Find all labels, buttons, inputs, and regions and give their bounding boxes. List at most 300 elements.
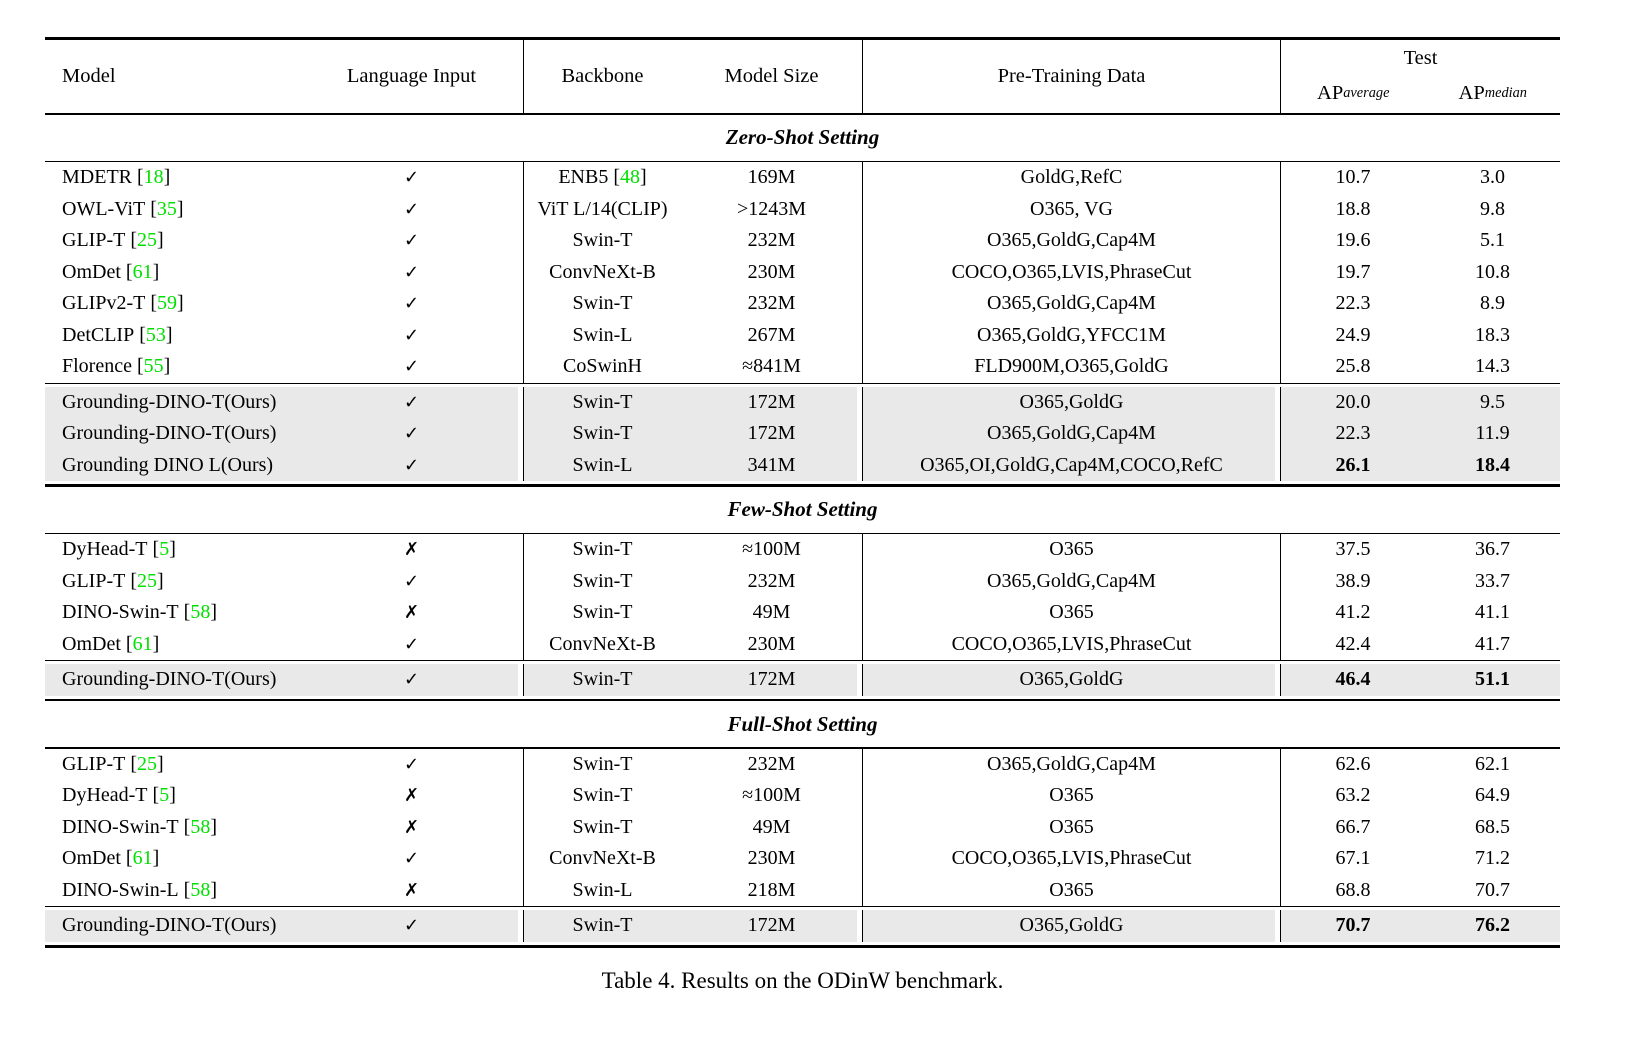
model-cell <box>45 288 300 320</box>
model-size-cell-text: 218M <box>747 878 796 901</box>
pre-highlight-rule <box>45 906 1560 907</box>
table-row <box>45 534 1560 566</box>
ap-median-cell <box>1425 257 1560 289</box>
model-cell-text: DINO-Swin-T <box>62 601 179 624</box>
model-cell-text: DyHead-T <box>62 538 148 561</box>
highlighted-rows-block <box>45 910 1560 942</box>
model-cell-text: Grounding-DINO-T(Ours) <box>62 422 277 445</box>
ap-average-cell-text: 38.9 <box>1335 569 1371 592</box>
check-mark-icon: ✓ <box>403 753 420 775</box>
pretraining-data-cell <box>862 418 1280 450</box>
ap-median-cell <box>1425 534 1560 566</box>
citation-bracket: ] <box>176 197 184 220</box>
model-size-cell <box>681 194 862 226</box>
model-size-cell-text: 172M <box>747 390 796 413</box>
backbone-cell <box>523 351 681 383</box>
column-header-model-size-label: Model Size <box>724 65 819 87</box>
ap-median-cell-text: 10.8 <box>1475 260 1510 283</box>
ap-average-cell <box>1280 629 1425 661</box>
ap-average-cell <box>1280 875 1425 907</box>
backbone-cell <box>523 418 681 450</box>
backbone-cell-text: Swin-T <box>572 538 633 561</box>
model-size-cell <box>681 875 862 907</box>
ap-average-cell <box>1280 749 1425 781</box>
check-mark-icon: ✓ <box>403 293 420 315</box>
backbone-cell <box>523 257 681 289</box>
backbone-cell-text: Swin-T <box>572 422 633 445</box>
backbone-cell <box>523 629 681 661</box>
model-size-cell <box>681 418 862 450</box>
ap-median-cell-text: 18.4 <box>1475 453 1510 476</box>
citation-bracket: ] <box>157 229 164 252</box>
cross-mark-icon: ✗ <box>403 816 420 838</box>
pre-highlight-rule <box>45 383 1560 384</box>
citation-ref: 48 <box>620 166 640 189</box>
check-mark-icon: ✓ <box>403 848 420 870</box>
ap-median-cell-text: 68.5 <box>1475 815 1510 838</box>
citation-bracket: [ <box>134 323 146 346</box>
ap-average-base: AP <box>1317 81 1344 104</box>
check-mark-icon: ✓ <box>403 570 420 592</box>
test-group-label: Test <box>1403 47 1438 69</box>
model-cell-text: GLIP-T <box>62 569 126 592</box>
citation-bracket: ] <box>169 538 176 561</box>
pretraining-data-cell-text: COCO,O365,LVIS,PhraseCut <box>951 632 1192 655</box>
backbone-cell <box>523 320 681 352</box>
table-row <box>45 194 1560 226</box>
citation-bracket: [ <box>120 260 133 283</box>
check-mark-icon: ✓ <box>403 261 420 283</box>
model-cell <box>45 597 300 629</box>
citation-bracket: [ <box>131 355 144 378</box>
cross-mark-icon: ✗ <box>403 785 420 807</box>
pretraining-data-cell-text: O365 <box>1049 601 1094 624</box>
backbone-cell-text: ConvNeXt-B <box>549 632 656 655</box>
language-input-cell <box>300 910 523 942</box>
model-cell <box>45 320 300 352</box>
model-size-cell <box>681 351 862 383</box>
model-size-cell <box>681 910 862 942</box>
language-input-cell <box>300 566 523 598</box>
ap-average-cell <box>1280 566 1425 598</box>
ap-median-cell-text: 11.9 <box>1475 422 1510 445</box>
model-size-cell-text: 267M <box>747 323 796 346</box>
ap-average-cell <box>1280 450 1425 482</box>
pretraining-data-cell-text: O365,GoldG,Cap4M <box>987 229 1156 252</box>
model-size-cell-text: ≈100M <box>742 538 801 561</box>
pretraining-data-cell <box>862 597 1280 629</box>
citation-bracket: [ <box>147 784 160 807</box>
citation-bracket: ] <box>152 260 160 283</box>
check-mark-icon: ✓ <box>403 198 420 220</box>
language-input-cell <box>300 664 523 696</box>
ap-average-cell <box>1280 910 1425 942</box>
ap-average-cell-text: 20.0 <box>1335 390 1371 413</box>
pretraining-data-cell-text: O365,GoldG,YFCC1M <box>977 323 1166 346</box>
backbone-cell-text: ENB5 <box>558 166 609 189</box>
table-row <box>45 387 1560 419</box>
section-title-text: Full-Shot Setting <box>727 711 878 736</box>
check-mark-icon: ✓ <box>403 391 420 413</box>
backbone-cell-text: CoSwinH <box>563 355 642 378</box>
table-row <box>45 812 1560 844</box>
ap-median-cell <box>1425 450 1560 482</box>
model-cell <box>45 664 300 696</box>
model-size-cell-text: 49M <box>752 815 791 838</box>
column-header-language-input <box>300 40 523 113</box>
model-size-cell-text: 172M <box>747 668 796 691</box>
pretraining-data-cell-text: O365 <box>1049 538 1094 561</box>
pretraining-data-cell <box>862 387 1280 419</box>
column-header-ap-average <box>1281 75 1425 111</box>
citation-bracket: ] <box>152 632 160 655</box>
language-input-cell <box>300 351 523 383</box>
backbone-cell-text: Swin-T <box>572 292 633 315</box>
citation-bracket: ] <box>169 784 176 807</box>
ap-median-cell-text: 5.1 <box>1480 229 1505 252</box>
pretraining-data-cell-text: O365,GoldG,Cap4M <box>987 422 1156 445</box>
pretraining-data-cell <box>862 288 1280 320</box>
model-size-cell <box>681 534 862 566</box>
table-caption: Table 4. Results on the ODinW benchmark. <box>601 967 1004 993</box>
model-size-cell <box>681 257 862 289</box>
check-mark-icon: ✓ <box>403 915 420 937</box>
ap-median-cell <box>1425 320 1560 352</box>
model-cell <box>45 629 300 661</box>
backbone-cell-text: ConvNeXt-B <box>549 260 656 283</box>
pretraining-data-cell-text: O365, VG <box>1030 197 1113 220</box>
citation-bracket: [ <box>125 569 137 592</box>
citation-ref: 25 <box>137 752 157 775</box>
ap-median-cell <box>1425 225 1560 257</box>
model-size-cell-text: 232M <box>747 229 796 252</box>
section-title-text: Few-Shot Setting <box>727 497 878 521</box>
table-row <box>45 566 1560 598</box>
model-cell-text: Grounding DINO L(Ours) <box>62 453 274 476</box>
check-mark-icon: ✓ <box>403 423 420 445</box>
table-row <box>45 288 1560 320</box>
citation-bracket: [ <box>145 197 157 220</box>
ap-average-cell <box>1280 194 1425 226</box>
citation-bracket: ] <box>163 166 171 189</box>
pretraining-data-cell <box>862 664 1280 696</box>
backbone-cell <box>523 450 681 482</box>
citation-bracket: ] <box>210 815 217 838</box>
model-size-cell-text: ≈841M <box>742 355 801 378</box>
ap-median-cell <box>1425 566 1560 598</box>
model-cell-text: OmDet <box>62 847 121 870</box>
pretraining-data-cell <box>862 566 1280 598</box>
table-body <box>45 115 1560 948</box>
ap-median-cell-text: 18.3 <box>1475 323 1510 346</box>
backbone-cell-text: Swin-L <box>572 323 633 346</box>
backbone-cell <box>523 566 681 598</box>
model-size-cell <box>681 597 862 629</box>
ap-average-cell <box>1280 225 1425 257</box>
backbone-cell <box>523 875 681 907</box>
model-size-cell-text: 172M <box>747 914 796 937</box>
backbone-cell <box>523 225 681 257</box>
citation-ref: 53 <box>145 323 166 346</box>
cross-mark-icon: ✗ <box>403 602 420 624</box>
citation-bracket: [ <box>125 752 137 775</box>
pretraining-data-cell <box>862 910 1280 942</box>
ap-median-cell-text: 76.2 <box>1475 914 1510 937</box>
pre-highlight-rule <box>45 660 1560 661</box>
ap-average-cell <box>1280 780 1425 812</box>
citation-bracket: ] <box>210 601 217 624</box>
column-header-pretraining-data-label: Pre-Training Data <box>997 65 1146 87</box>
citation-ref: 35 <box>156 197 177 220</box>
model-size-cell-text: 230M <box>747 847 796 870</box>
ap-average-cell <box>1280 597 1425 629</box>
pretraining-data-cell <box>862 320 1280 352</box>
language-input-cell <box>300 780 523 812</box>
language-input-cell <box>300 450 523 482</box>
model-size-cell <box>681 162 862 194</box>
model-size-cell-text: 341M <box>747 453 796 476</box>
ap-average-cell-text: 63.2 <box>1335 784 1371 807</box>
model-size-cell <box>681 812 862 844</box>
pretraining-data-cell <box>862 534 1280 566</box>
check-mark-icon: ✓ <box>403 167 420 189</box>
model-cell <box>45 450 300 482</box>
table-row <box>45 749 1560 781</box>
pretraining-data-cell-text: GoldG,RefC <box>1020 166 1123 189</box>
language-input-cell <box>300 534 523 566</box>
bottom-rule <box>45 945 1560 948</box>
table-row <box>45 875 1560 907</box>
pretraining-data-cell <box>862 194 1280 226</box>
ap-median-cell-text: 51.1 <box>1475 668 1510 691</box>
check-mark-icon: ✓ <box>403 633 420 655</box>
ap-median-subscript: median <box>1484 84 1527 101</box>
backbone-cell-text: Swin-T <box>572 390 633 413</box>
ap-median-cell-text: 3.0 <box>1480 166 1505 189</box>
pretraining-data-cell <box>862 351 1280 383</box>
model-size-cell <box>681 387 862 419</box>
model-size-cell <box>681 320 862 352</box>
model-cell-text: MDETR <box>62 166 132 189</box>
language-input-cell <box>300 812 523 844</box>
model-size-cell-text: 232M <box>747 752 796 775</box>
citation-bracket: ] <box>163 355 171 378</box>
ap-median-cell-text: 64.9 <box>1475 784 1510 807</box>
section-title-text: Zero-Shot Setting <box>725 125 880 149</box>
section-title <box>45 701 1560 747</box>
backbone-cell-text: ViT L/14(CLIP) <box>537 197 668 220</box>
model-size-cell-text: 172M <box>747 422 796 445</box>
ap-median-cell <box>1425 629 1560 661</box>
backbone-cell <box>523 387 681 419</box>
backbone-cell <box>523 664 681 696</box>
language-input-cell <box>300 629 523 661</box>
model-cell-text: GLIP-T <box>62 229 126 252</box>
ap-median-cell <box>1425 597 1560 629</box>
backbone-cell <box>523 162 681 194</box>
ap-average-cell <box>1280 418 1425 450</box>
pretraining-data-cell <box>862 225 1280 257</box>
backbone-cell <box>523 534 681 566</box>
check-mark-icon: ✓ <box>403 356 420 378</box>
table-row <box>45 320 1560 352</box>
ap-average-cell-text: 68.8 <box>1335 878 1371 901</box>
ap-median-cell <box>1425 910 1560 942</box>
language-input-cell <box>300 418 523 450</box>
citation-ref: 25 <box>137 569 157 592</box>
citation-ref: 5 <box>159 784 170 807</box>
ap-median-cell <box>1425 194 1560 226</box>
model-size-cell-text: >1243M <box>736 197 807 220</box>
ap-average-cell-text: 62.6 <box>1335 752 1371 775</box>
pretraining-data-cell <box>862 843 1280 875</box>
ap-average-cell-text: 42.4 <box>1335 632 1371 655</box>
backbone-cell-text: Swin-T <box>572 815 633 838</box>
pretraining-data-cell <box>862 812 1280 844</box>
check-mark-icon: ✓ <box>403 230 420 252</box>
ap-median-cell <box>1425 162 1560 194</box>
model-cell <box>45 749 300 781</box>
table-row <box>45 597 1560 629</box>
ap-median-cell-text: 71.2 <box>1475 847 1510 870</box>
ap-average-cell-text: 22.3 <box>1335 422 1371 445</box>
check-mark-icon: ✓ <box>403 669 420 691</box>
citation-ref: 58 <box>190 601 211 624</box>
model-cell <box>45 257 300 289</box>
citation-bracket: ] <box>165 323 173 346</box>
backbone-cell-text: Swin-T <box>572 229 633 252</box>
model-cell <box>45 875 300 907</box>
model-cell <box>45 843 300 875</box>
table-row <box>45 450 1560 482</box>
ap-average-subscript: average <box>1343 84 1390 101</box>
ap-average-cell <box>1280 534 1425 566</box>
model-cell <box>45 387 300 419</box>
pretraining-data-cell-text: COCO,O365,LVIS,PhraseCut <box>951 260 1192 283</box>
ap-median-cell-text: 41.1 <box>1475 601 1510 624</box>
pretraining-data-cell <box>862 780 1280 812</box>
highlighted-rows-block <box>45 387 1560 482</box>
model-cell-text: OmDet <box>62 260 121 283</box>
section-title <box>45 115 1560 161</box>
backbone-cell <box>523 843 681 875</box>
pretraining-data-cell <box>862 749 1280 781</box>
language-input-cell <box>300 387 523 419</box>
citation-bracket: [ <box>178 601 191 624</box>
table-row <box>45 664 1560 696</box>
pretraining-data-cell-text: O365,GoldG <box>1019 390 1124 413</box>
ap-median-cell <box>1425 387 1560 419</box>
language-input-cell <box>300 320 523 352</box>
table-header <box>45 40 1560 113</box>
citation-ref: 18 <box>143 166 164 189</box>
backbone-cell <box>523 194 681 226</box>
column-header-backbone <box>523 40 681 113</box>
citation-bracket: [ <box>608 166 620 189</box>
citation-bracket: [ <box>178 878 191 901</box>
model-cell-text: Grounding-DINO-T(Ours) <box>62 668 277 691</box>
backbone-cell-text: ConvNeXt-B <box>549 847 656 870</box>
backbone-cell-text: Swin-T <box>572 752 633 775</box>
pretraining-data-cell-text: COCO,O365,LVIS,PhraseCut <box>951 847 1192 870</box>
ap-median-cell <box>1425 843 1560 875</box>
backbone-cell-text: Swin-T <box>572 601 633 624</box>
model-cell-text: DetCLIP <box>62 323 135 346</box>
model-cell-text: OmDet <box>62 632 121 655</box>
backbone-cell <box>523 288 681 320</box>
language-input-cell <box>300 288 523 320</box>
ap-average-cell-text: 46.4 <box>1335 668 1371 691</box>
table-row <box>45 629 1560 661</box>
citation-ref: 25 <box>137 229 157 252</box>
ap-average-cell-text: 25.8 <box>1335 355 1371 378</box>
model-size-cell <box>681 664 862 696</box>
ap-average-cell-text: 22.3 <box>1335 292 1371 315</box>
ap-average-cell-text: 24.9 <box>1335 323 1371 346</box>
backbone-cell-text: Swin-T <box>572 914 633 937</box>
ap-median-cell-text: 62.1 <box>1475 752 1510 775</box>
column-header-model-size <box>681 40 862 113</box>
ap-average-cell-text: 19.6 <box>1335 229 1371 252</box>
column-header-model-label: Model <box>62 65 116 87</box>
table-row <box>45 257 1560 289</box>
citation-bracket: ] <box>640 166 647 189</box>
column-header-pretraining-data <box>862 40 1280 113</box>
citation-bracket: [ <box>147 538 160 561</box>
backbone-cell <box>523 910 681 942</box>
citation-bracket: [ <box>145 292 157 315</box>
citation-bracket: ] <box>210 878 217 901</box>
citation-bracket: [ <box>120 632 133 655</box>
column-header-backbone-label: Backbone <box>561 65 644 87</box>
language-input-cell <box>300 875 523 907</box>
ap-median-cell-text: 33.7 <box>1475 569 1510 592</box>
ap-median-cell-text: 9.5 <box>1480 390 1505 413</box>
pretraining-data-cell <box>862 629 1280 661</box>
pretraining-data-cell-text: O365,GoldG,Cap4M <box>987 292 1156 315</box>
language-input-cell <box>300 162 523 194</box>
model-cell <box>45 418 300 450</box>
ap-median-cell-text: 14.3 <box>1475 355 1510 378</box>
citation-bracket: [ <box>132 166 144 189</box>
citation-bracket: [ <box>178 815 191 838</box>
ap-median-cell <box>1425 749 1560 781</box>
model-size-cell <box>681 450 862 482</box>
ap-median-cell-text: 41.7 <box>1475 632 1510 655</box>
highlighted-rows-block <box>45 664 1560 696</box>
table-row <box>45 843 1560 875</box>
language-input-cell <box>300 194 523 226</box>
model-cell-text: GLIPv2-T <box>62 292 146 315</box>
language-input-cell <box>300 597 523 629</box>
model-size-cell-text: 169M <box>747 166 796 189</box>
model-cell-text: OWL-ViT <box>62 197 146 220</box>
model-cell <box>45 910 300 942</box>
ap-median-cell-text: 70.7 <box>1475 878 1510 901</box>
citation-ref: 59 <box>157 292 177 315</box>
ap-median-cell <box>1425 780 1560 812</box>
ap-average-cell <box>1280 320 1425 352</box>
table-row <box>45 162 1560 194</box>
table-row <box>45 780 1560 812</box>
backbone-cell-text: Swin-T <box>572 569 633 592</box>
section-title <box>45 487 1560 533</box>
pretraining-data-cell <box>862 162 1280 194</box>
model-cell <box>45 780 300 812</box>
citation-bracket: [ <box>120 847 133 870</box>
ap-median-cell <box>1425 351 1560 383</box>
ap-average-cell <box>1280 843 1425 875</box>
